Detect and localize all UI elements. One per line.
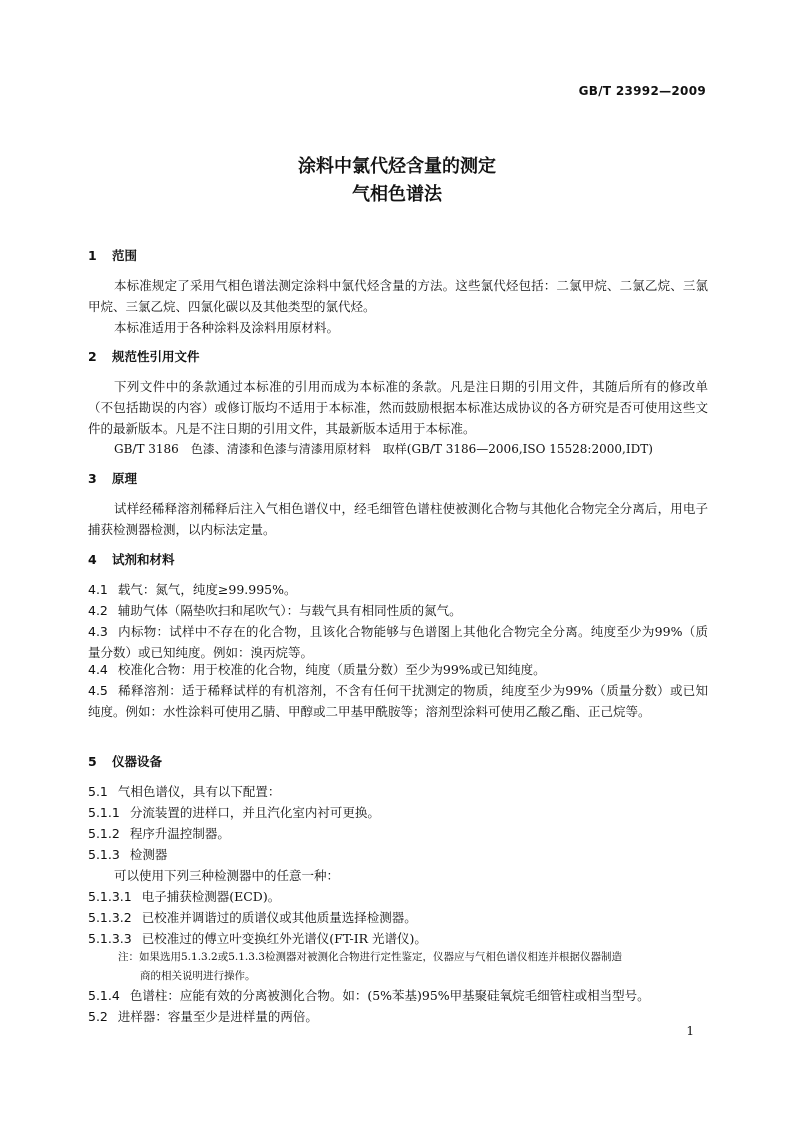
apparatus-item: 5.1 气相色谱仪，具有以下配置： [88, 784, 281, 799]
references-paragraph: 下列文件中的条款通过本标准的引用而成为本标准的条款。凡是注日期的引用文件，其随后所有的修改单（不包括勘误的内容）或修订版均不适用于本标准，然而鼓励根据本标准达成协议的各方研究是否可使用这些文件的最新版本。凡是不注日期的引用文件，其最新版本适用于本标准。 [88, 379, 708, 436]
section-title: 仪器设备 [112, 754, 163, 769]
reagent-item: 4.5 稀释溶剂：适于稀释试样的有机溶剂，不含有任何干扰测定的物质，纯度至少为99%（质量分数）或已知纯度。例如：水性涂料可使用乙腈、甲醇或二甲基甲酰胺等；溶剂型涂料可使用乙酸乙酯、正己烷等。 [88, 683, 708, 719]
section-title: 规范性引用文件 [112, 349, 200, 364]
detector-intro: 可以使用下列三种检测器中的任意一种： [114, 868, 340, 883]
section-heading-principle [88, 469, 137, 487]
section-number: 5 [88, 754, 97, 769]
apparatus-item: 5.2 进样器：容量至少是进样量的两倍。 [88, 1009, 318, 1024]
section-number: 2 [88, 349, 97, 364]
apparatus-item: 5.1.3 检测器 [88, 847, 168, 862]
apparatus-item: 5.1.2 程序升温控制器。 [88, 826, 230, 841]
apparatus-item: 5.1.4 色谱柱：应能有效的分离被测化合物。如：(5%苯基)95%甲基聚硅氧烷毛细管柱或相当型号。 [88, 988, 650, 1003]
reagent-item: 4.2 辅助气体（隔垫吹扫和尾吹气）：与载气具有相同性质的氮气。 [88, 603, 462, 618]
detector-item: 5.1.3.2 已校准并调谐过的质谱仪或其他质量选择检测器。 [88, 910, 417, 925]
section-heading-references [88, 347, 200, 365]
detector-item: 5.1.3.1 电子捕获检测器(ECD)。 [88, 889, 281, 904]
reagent-item: 4.4 校准化合物：用于校准的化合物，纯度（质量分数）至少为99%或已知纯度。 [88, 662, 546, 677]
document-subtitle: 气相色谱法 [352, 184, 442, 205]
document-title: 涂料中氯代烃含量的测定 [298, 156, 496, 177]
scope-paragraph: 本标准规定了采用气相色谱法测定涂料中氯代烃含量的方法。这些氯代烃包括：二氯甲烷、二氯乙烷、三氯甲烷、三氯乙烷、四氯化碳以及其他类型的氯代烃。 [88, 278, 708, 314]
apparatus-item: 5.1.1 分流装置的进样口，并且汽化室内衬可更换。 [88, 805, 380, 820]
principle-paragraph: 试样经稀释溶剂稀释后注入气相色谱仪中，经毛细管色谱柱使被测化合物与其他化合物完全分离后，用电子捕获检测器检测，以内标法定量。 [88, 501, 708, 537]
section-title: 试剂和材料 [112, 552, 175, 567]
section-heading-apparatus [88, 752, 162, 770]
section-number: 3 [88, 471, 97, 486]
detector-note: 注：如果选用5.1.3.2或5.1.3.3检测器对被测化合物进行定性鉴定，仪器应与气相色谱仪相连并根据仪器制造 商的相关说明进行操作。 [118, 951, 622, 982]
detector-item: 5.1.3.3 已校准过的傅立叶变换红外光谱仪(FT-IR 光谱仪)。 [88, 931, 427, 946]
scope-applicability: 本标准适用于各种涂料及涂料用原材料。 [114, 320, 340, 335]
section-number: 4 [88, 552, 97, 567]
reagent-item: 4.1 载气：氮气，纯度≥99.995%。 [88, 582, 297, 597]
section-title: 范围 [112, 248, 138, 263]
section-title: 原理 [112, 471, 138, 486]
section-heading-reagents [88, 550, 175, 568]
reference-gbt3186: GB/T 3186 色漆、清漆和色漆与清漆用原材料 取样(GB/T 3186—2006,ISO 15528:2000,IDT) [114, 442, 653, 456]
standard-code: GB/T 23992—2009 [578, 84, 706, 98]
section-number: 1 [88, 248, 97, 263]
page-number: 1 [686, 1024, 694, 1038]
reagent-item: 4.3 内标物：试样中不存在的化合物，且该化合物能够与色谱图上其他化合物完全分离。纯度至少为99%（质量分数）或已知纯度。例如：溴丙烷等。 [88, 624, 708, 660]
section-heading-scope [88, 246, 137, 264]
